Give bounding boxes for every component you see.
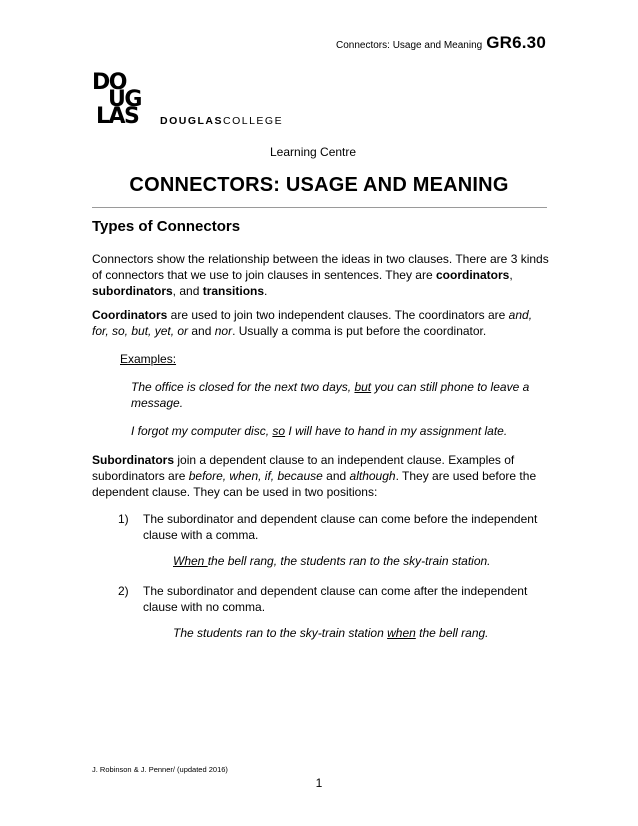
example-1-pre: The office is closed for the next two days,	[131, 380, 355, 394]
college-name-rest: COLLEGE	[223, 115, 284, 127]
coordinators-text-1: are used to join two independent clauses. The coordinators are	[167, 308, 509, 322]
page-number: 1	[315, 776, 323, 790]
list-item-example	[173, 554, 491, 568]
subordinators-although: although	[349, 469, 396, 483]
coordinators-list: and, for, so, but, yet, or	[92, 308, 533, 338]
footer-credit: J. Robinson & J. Penner/ (updated 2016)	[92, 765, 228, 774]
example-1-connector: but	[354, 380, 372, 394]
header-text: Connectors: Usage and Meaning	[336, 40, 483, 51]
list-example-post: the bell rang, the students ran to the sky-train station.	[207, 554, 491, 568]
subtitle: Learning Centre	[270, 145, 357, 159]
subordinators-term: Subordinators	[92, 453, 175, 467]
list-example-pre: The students ran to the sky-train station	[173, 626, 388, 640]
douglas-logo	[92, 70, 152, 129]
example-2-pre: I forgot my computer disc,	[131, 424, 273, 438]
intro-term-transitions: transitions	[202, 284, 265, 298]
list-item-number: 1)	[118, 512, 129, 526]
list-item-text: The subordinator and dependent clause can come before the independent clause with a comma.	[143, 512, 538, 542]
intro-term-coordinators: coordinators	[435, 268, 510, 282]
example-2-post: I will have to hand in my assignment late.	[285, 424, 508, 438]
logo-row-2: UG	[108, 87, 141, 112]
example-1-post: you can still phone to leave a message.	[131, 380, 530, 410]
coordinators-nor: nor	[214, 324, 233, 338]
list-item-example	[173, 626, 489, 640]
intro-end: .	[264, 284, 268, 298]
list-example-post: the bell rang.	[415, 626, 489, 640]
coordinators-paragraph	[92, 307, 552, 339]
example-2-connector: so	[272, 424, 286, 438]
intro-term-subordinators: subordinators	[92, 284, 173, 298]
page-title: CONNECTORS: USAGE AND MEANING	[129, 174, 509, 196]
title-divider	[92, 207, 547, 208]
subordinators-text-3: . They are used before the dependent clause. They can be used in two positions:	[92, 469, 537, 499]
intro-text: Connectors show the relationship between the ideas in two clauses. There are 3 kinds of connectors that we use to join clauses in sentences. They are	[92, 252, 549, 282]
subordinators-paragraph	[92, 452, 552, 500]
section-heading: Types of Connectors	[92, 218, 241, 235]
subordinators-list: before, when, if, because	[188, 469, 323, 483]
coordinators-term: Coordinators	[92, 308, 168, 322]
list-item	[118, 511, 548, 545]
page-header	[336, 33, 546, 53]
logo-row-1: DO	[92, 70, 126, 95]
coordinators-text-3: . Usually a comma is put before the coordinator.	[232, 324, 487, 338]
subordinators-text-1: join a dependent clause to an independent clause. Examples of subordinators are	[92, 453, 515, 483]
intro-sep-2: , and	[172, 284, 203, 298]
subordinators-text-2: and	[322, 469, 350, 483]
college-name-bold: DOUGLAS	[160, 115, 223, 127]
list-item-number: 2)	[118, 584, 129, 598]
example-1	[131, 379, 536, 411]
college-name	[160, 115, 283, 127]
examples-label: Examples:	[120, 352, 177, 366]
intro-paragraph	[92, 251, 552, 299]
example-2	[131, 424, 507, 438]
list-item-text: The subordinator and dependent clause can come after the independent clause with no comma.	[143, 584, 528, 614]
logo-row-3: LAS	[96, 104, 139, 129]
intro-sep-1: ,	[509, 268, 513, 282]
header-code: GR6.30	[486, 33, 546, 52]
list-example-connector: When	[173, 554, 208, 568]
list-example-connector: when	[387, 626, 416, 640]
list-item	[118, 583, 548, 617]
coordinators-text-2: and	[188, 324, 215, 338]
